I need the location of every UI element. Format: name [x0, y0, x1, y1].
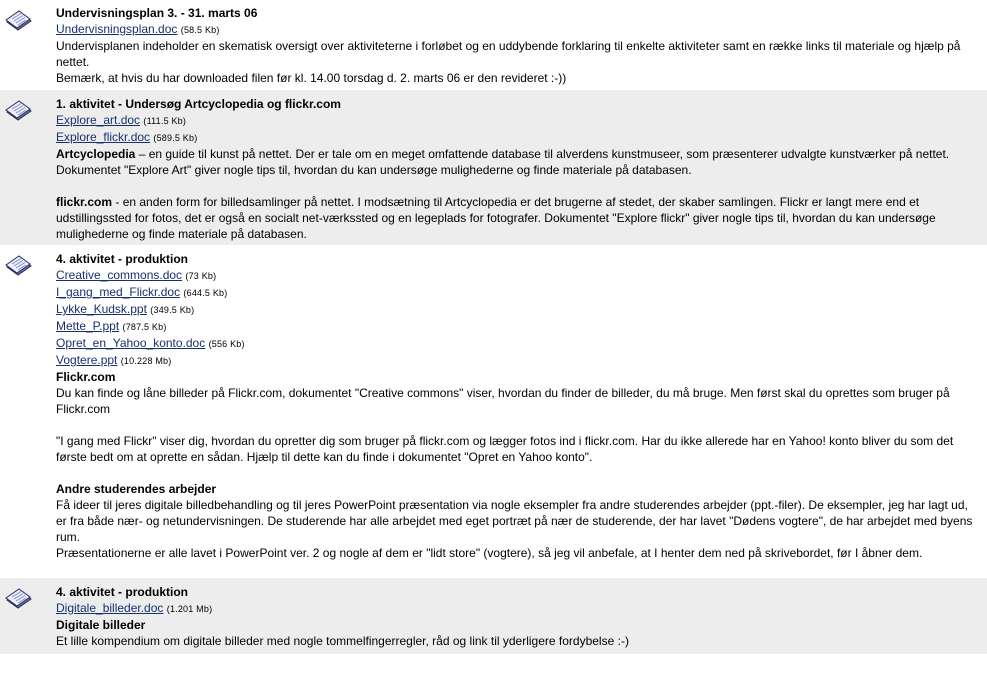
file-link-digitale-billeder[interactable]: Digitale_billeder.doc [56, 601, 164, 615]
document-icon [4, 586, 34, 612]
file-link-i-gang-med-flickr[interactable]: I_gang_med_Flickr.doc [56, 285, 181, 299]
file-link-explore-art[interactable]: Explore_art.doc [56, 113, 141, 127]
file-item [56, 301, 979, 318]
file-link-mette-p[interactable]: Mette_P.ppt [56, 319, 120, 333]
entry-aktivitet-1 [0, 90, 987, 245]
digitale-billeder-paragraph: Et lille kompendium om digitale billeder med nogle tommelfingerregler, råd og link til yderligere fordybelse :-) [56, 634, 629, 648]
entry-title: Undervisningsplan 3. - 31. marts 06 [56, 6, 258, 20]
file-link-vogtere[interactable]: Vogtere.ppt [56, 353, 118, 367]
document-icon [4, 98, 34, 124]
flickr-description [56, 194, 979, 242]
description-note: Bemærk, at hvis du har downloaded filen før kl. 14.00 torsdag d. 2. marts 06 er den revideret :-)) [56, 71, 567, 85]
file-item [56, 21, 979, 38]
artcyclopedia-description [56, 146, 979, 178]
file-item [56, 112, 979, 129]
flickr-paragraph: Du kan finde og låne billeder på Flickr.com, dokumentet "Creative commons" viser, hvordan du finder de billeder, du må bruge. Men først skal du oprettes som bruger på Flickr.com [56, 386, 950, 416]
file-size: (10.228 Mb) [120, 356, 172, 366]
document-icon [4, 253, 34, 279]
entry-undervisningsplan [0, 0, 987, 90]
document-icon [4, 8, 34, 34]
file-size: (349.5 Kb) [150, 305, 195, 315]
file-size: (111.5 Kb) [143, 116, 187, 126]
file-size: (1.201 Mb) [166, 604, 213, 614]
file-link-lykke-kudsk[interactable]: Lykke_Kudsk.ppt [56, 302, 147, 316]
praesentationer-paragraph: Præsentationerne er alle lavet i PowerPoint ver. 2 og nogle af dem er "lidt store" (vogtere), så jeg vil anbefale, at I henter dem ned på skrivebordet, før I åbner dem. [56, 546, 923, 560]
flickr-term: flickr.com [56, 195, 113, 209]
file-size: (58.5 Kb) [180, 25, 220, 35]
file-item [56, 129, 979, 146]
subheading-digitale-billeder: Digitale billeder [56, 618, 146, 632]
file-size: (556 Kb) [208, 339, 245, 349]
file-size: (589.5 Kb) [153, 133, 198, 143]
file-item [56, 600, 979, 617]
file-item [56, 318, 979, 335]
artcyclopedia-text: – en guide til kunst på nettet. Der er tale om en meget omfattende database til alverdens kunstmuseer, som præsenterer udvalgte kunstværker på nettet. Dokumentet "Explore Art" giver nogle tips til, hvordan du kan undersøge mulighederne og finde materiale på databasen. [56, 147, 950, 177]
file-item [56, 267, 979, 284]
file-size: (73 Kb) [185, 271, 217, 281]
file-item [56, 284, 979, 301]
subheading-andre-studerende: Andre studerendes arbejder [56, 482, 217, 496]
entry-title: 4. aktivitet - produktion [56, 585, 189, 599]
file-size: (787.5 Kb) [122, 322, 167, 332]
file-link-opret-yahoo-konto[interactable]: Opret_en_Yahoo_konto.doc [56, 336, 206, 350]
file-link-creative-commons[interactable]: Creative_commons.doc [56, 268, 183, 282]
flickr-text: - en anden form for billedsamlinger på nettet. I modsætning til Artcyclopedia er det brugerne af stedet, der skaber samlingen. Flickr er langt mere end et udstillingssted for fotos, det er også en socialt net-værkssted og en legeplads for fotografer. Dokumentet "Explore flickr" giver nogle tips til, hvordan du kan undersøge mulighederne og finde materiale på databasen. [56, 195, 936, 241]
artcyclopedia-term: Artcyclopedia [56, 147, 136, 161]
entry-aktivitet-4-produktion [0, 245, 987, 578]
file-size: (644.5 Kb) [183, 288, 228, 298]
file-item [56, 352, 979, 369]
subheading-flickr: Flickr.com [56, 370, 116, 384]
entry-digitale-billeder [0, 578, 987, 654]
entry-title: 4. aktivitet - produktion [56, 252, 189, 266]
file-link-explore-flickr[interactable]: Explore_flickr.doc [56, 130, 151, 144]
entry-title: 1. aktivitet - Undersøg Artcyclopedia og flickr.com [56, 97, 341, 111]
i-gang-paragraph: "I gang med Flickr" viser dig, hvordan du opretter dig som bruger på flickr.com og lægger fotos ind i flickr.com. Har du ikke allerede har en Yahoo! konto bliver du som det første bedt om at oprette en sådan. Hjælp til dette kan du finde i dokumentet "Opret en Yahoo konto". [56, 434, 954, 464]
andre-studerende-paragraph: Få ideer til jeres digitale billedbehandling og til jeres PowerPoint præsentation via nogle eksempler fra andre studerendes arbejder (ppt.-filer). De eksempler, jeg har lagt ud, er fra både nær- og netundervisningen. De studerende har alle arbejdet med eget portræt på nær de studerende, der har lavet "Dødens vogtere", de har arbejdet med byens rum. [56, 498, 973, 544]
description: Undervisplanen indeholder en skematisk oversigt over aktiviteterne i forløbet og en uddybende forklaring til enkelte aktiviteter samt en række links til materiale og hjælp på nettet. [56, 39, 961, 69]
file-item [56, 335, 979, 352]
file-link-undervisningsplan[interactable]: Undervisningsplan.doc [56, 22, 178, 36]
